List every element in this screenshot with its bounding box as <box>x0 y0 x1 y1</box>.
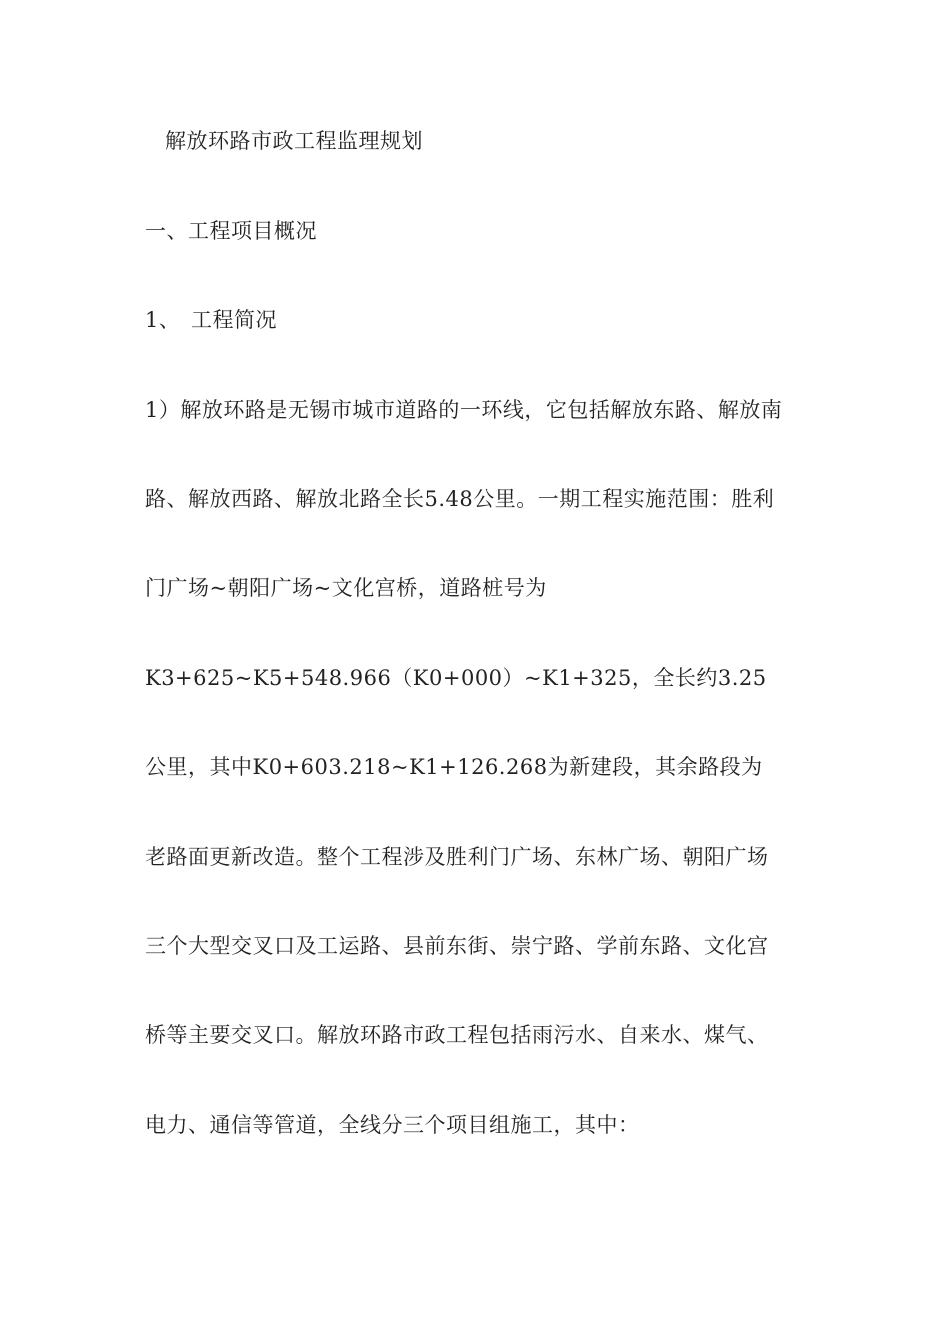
paragraph-line: 路、解放西路、解放北路全长5.48公里。一期工程实施范围：胜利 <box>145 487 775 511</box>
document-title: 解放环路市政工程监理规划 <box>165 129 423 153</box>
section-heading: 一、工程项目概况 <box>145 219 317 243</box>
paragraph-line: 公里，其中K0+603.218~K1+126.268为新建段，其余路段为 <box>145 755 763 779</box>
subsection-number: 1、 <box>145 308 181 332</box>
subsection-heading <box>145 305 277 335</box>
subsection-title: 工程简况 <box>191 308 277 332</box>
paragraph-line: K3+625~K5+548.966（K0+000）~K1+325，全长约3.25 <box>145 666 767 690</box>
paragraph-line: 三个大型交叉口及工运路、县前东街、崇宁路、学前东路、文化宫 <box>145 934 769 958</box>
paragraph-line: 电力、通信等管道，全线分三个项目组施工，其中： <box>145 1113 640 1137</box>
paragraph-line: 桥等主要交叉口。解放环路市政工程包括雨污水、自来水、煤气、 <box>145 1023 769 1047</box>
paragraph-line: 1）解放环路是无锡市城市道路的一环线，它包括解放东路、解放南 <box>145 398 783 422</box>
paragraph-line: 老路面更新改造。整个工程涉及胜利门广场、东林广场、朝阳广场 <box>145 845 769 869</box>
paragraph-line: 门广场~朝阳广场~文化宫桥，道路桩号为 <box>145 576 547 600</box>
